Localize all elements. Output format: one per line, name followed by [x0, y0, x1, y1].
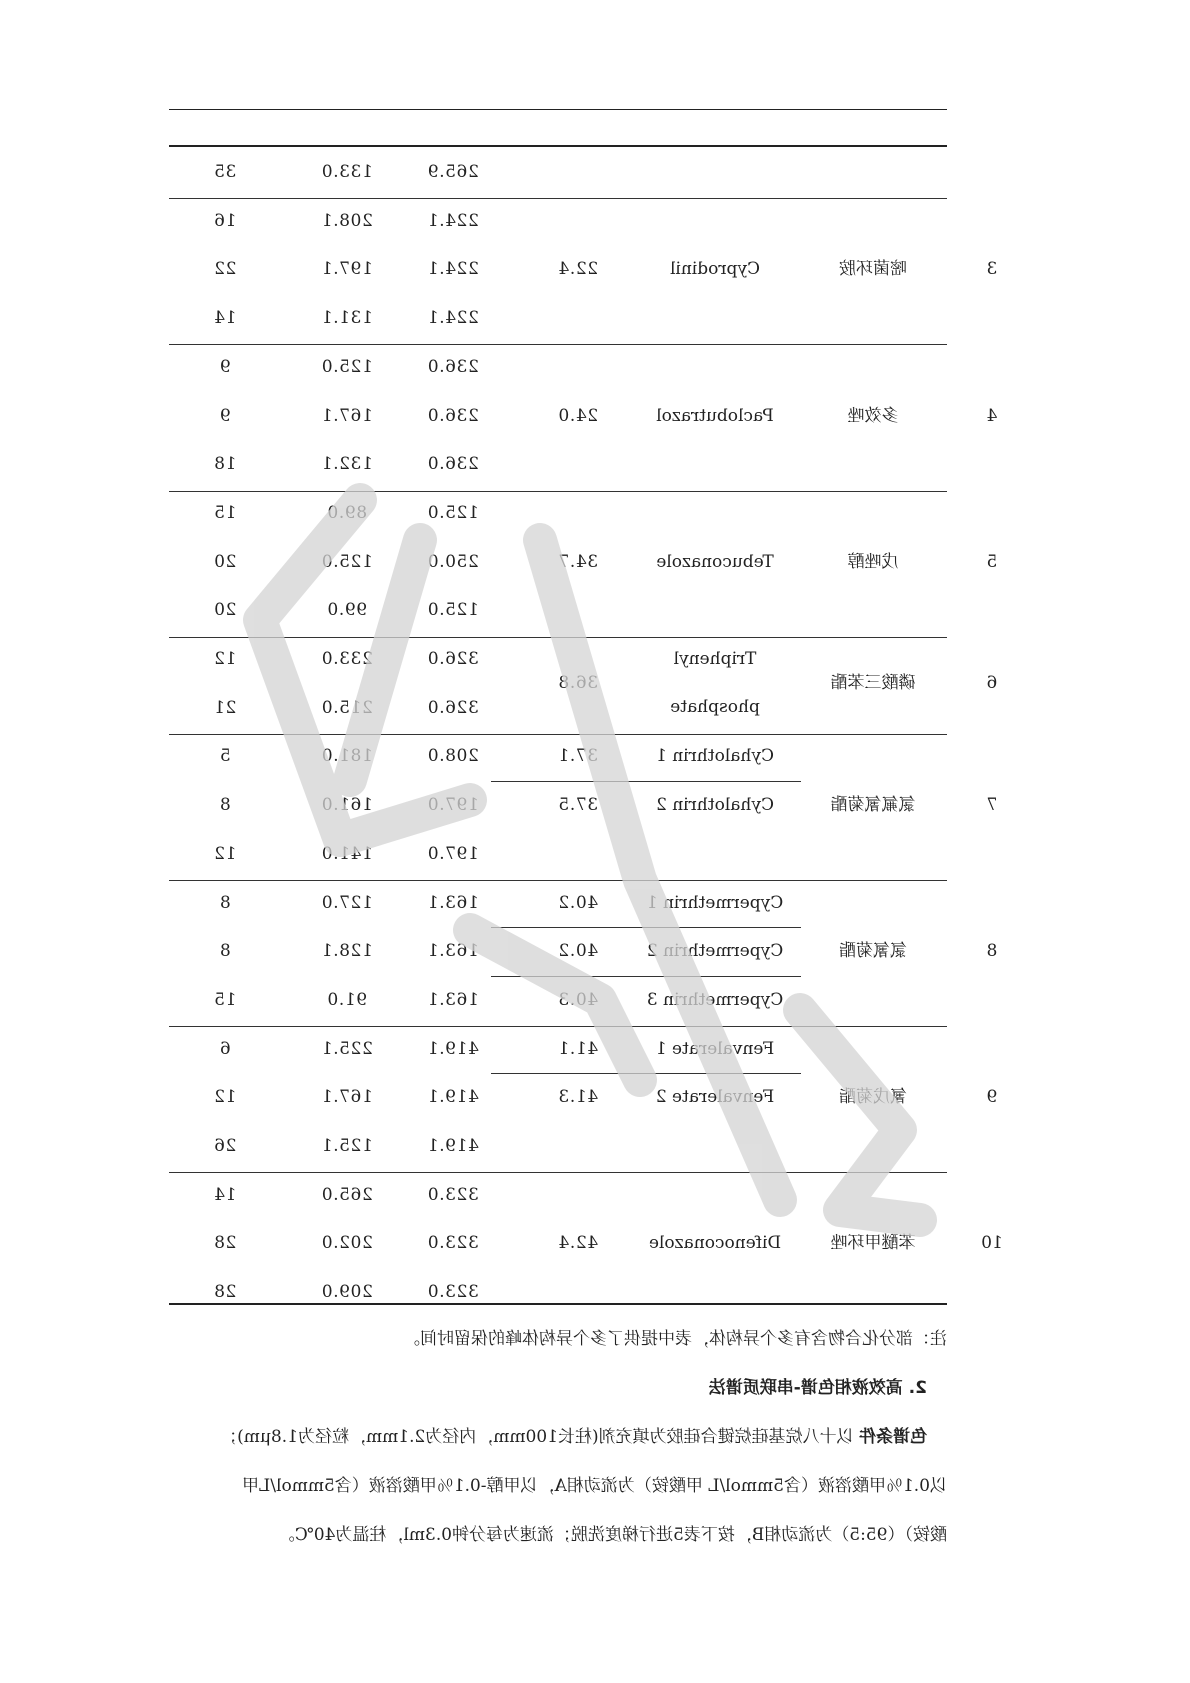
collision-energy: 8: [219, 892, 231, 913]
precursor-ion: 419.1: [427, 1136, 479, 1156]
precursor-ion: 419.1: [427, 1038, 479, 1059]
collision-energy: 18: [213, 454, 237, 475]
collision-energy: 14: [213, 1184, 237, 1205]
retention-time: 36.8: [557, 673, 599, 694]
isomer-divider: [491, 781, 801, 782]
precursor-ion: 236.0: [427, 454, 479, 475]
compound-number: 3: [986, 259, 998, 280]
product-ion: 202.0: [321, 1233, 373, 1254]
collision-energy: 21: [213, 697, 237, 718]
retention-time: 41.3: [557, 1087, 599, 1108]
precursor-ion: 125.0: [427, 502, 479, 523]
paragraph-line-3: 酸铵）（95:5）为流动相B，按下表5进行梯度洗脱；流速为每分钟0.3ml，柱温为40℃。: [277, 1525, 947, 1545]
precursor-ion: 323.0: [427, 1282, 479, 1303]
collision-energy: 12: [213, 1087, 237, 1108]
precursor-ion: 197.0: [427, 843, 479, 864]
paragraph-line-1: [149, 1426, 927, 1448]
isomer-divider: [491, 976, 801, 977]
collision-energy: 16: [213, 210, 237, 231]
compound-name-cn: 戊唑醇: [847, 551, 899, 572]
isomer-name-en: Cyhalothrin 1: [656, 746, 774, 767]
product-ion: 167.1: [321, 405, 373, 426]
compound-name-cn: 嘧菌环胺: [839, 259, 907, 280]
paragraph-line-2: 以0.1％甲酸溶液（含5mmol/L 甲酸铵）为流动相A，以甲醇-0.1％甲酸溶液（含5mmol/L甲: [242, 1476, 947, 1496]
isomer-name-en: Cypermethrin 3: [646, 989, 784, 1010]
product-ion: 99.0: [326, 600, 368, 621]
precursor-ion: 236.0: [427, 405, 479, 426]
isomer-name-en: Cypermethrin 1: [646, 892, 784, 913]
precursor-ion: 326.0: [427, 649, 479, 669]
compound-name-en: Tebuconazole: [656, 551, 774, 572]
precursor-ion: 323.0: [427, 1233, 479, 1254]
product-ion: 132.1: [321, 454, 373, 475]
compound-name-en: Triphenyl phosphate: [670, 649, 760, 718]
precursor-ion: 163.1: [427, 941, 479, 962]
product-ion: 125.0: [321, 551, 373, 572]
group-divider: [169, 637, 947, 638]
product-ion: 91.0: [326, 989, 368, 1010]
precursor-ion: 326.0: [427, 697, 479, 718]
paragraph-label: 色谱条件: [859, 1427, 927, 1447]
compound-number: 7: [986, 795, 998, 816]
group-divider: [169, 344, 947, 345]
collision-energy: 6: [219, 1038, 231, 1059]
product-ion: 89.0: [326, 502, 368, 523]
precursor-ion: 323.0: [427, 1184, 479, 1205]
isomer-name-en: Fenvalerate 1: [655, 1038, 775, 1059]
compound-name-cn: 氰戊菊酯: [839, 1087, 907, 1108]
section-heading: 2. 高效液相色谱-串联质谱法: [708, 1378, 927, 1398]
collision-energy: 8: [219, 941, 231, 962]
isomer-name-en: Fenvalerate 2: [655, 1087, 775, 1108]
collision-energy: 15: [213, 502, 237, 523]
product-ion: 125.0: [321, 356, 373, 377]
compound-name-en: Difenoconazole: [648, 1233, 782, 1254]
collision-energy: 20: [213, 600, 237, 621]
product-ion: 133.0: [321, 162, 373, 182]
retention-time: 22.4: [557, 259, 599, 280]
precursor-ion: 125.0: [427, 600, 479, 621]
precursor-ion: 250.0: [427, 551, 479, 572]
product-ion: 127.0: [321, 892, 373, 913]
compound-name-en: Cyprodinil: [670, 259, 760, 280]
product-ion: 265.0: [321, 1184, 373, 1205]
precursor-ion: 224.1: [427, 308, 479, 329]
product-ion: 233.0: [321, 649, 373, 669]
retention-time: 37.5: [557, 795, 599, 816]
isomer-divider: [491, 1073, 801, 1074]
compound-number: 5: [986, 551, 998, 572]
group-divider: [169, 880, 947, 881]
isomer-divider: [491, 927, 801, 928]
collision-energy: 26: [213, 1136, 237, 1156]
group-divider: [169, 491, 947, 492]
retention-time: 41.1: [557, 1038, 599, 1059]
product-ion: 215.0: [321, 697, 373, 718]
retention-time: 34.7: [557, 551, 599, 572]
isomer-name-en: Cyhalothrin 2: [656, 795, 774, 816]
group-divider: [169, 198, 947, 199]
compound-name-cn: 多效唑: [847, 405, 899, 426]
table-bottom-rule: [169, 1303, 947, 1305]
isomer-name-en: Cypermethrin 2: [646, 941, 784, 962]
retention-time: 24.0: [557, 405, 599, 426]
precursor-ion: 236.0: [427, 356, 479, 377]
collision-energy: 8: [219, 795, 231, 816]
product-ion: 167.1: [321, 1087, 373, 1108]
product-ion: 197.1: [321, 259, 373, 280]
compound-number: 9: [986, 1087, 998, 1108]
retention-time: 40.2: [557, 941, 599, 962]
retention-time: 42.4: [557, 1233, 599, 1254]
product-ion: 161.0: [321, 795, 373, 816]
table-top-rule: [169, 145, 947, 147]
retention-time: 37.1: [557, 746, 599, 767]
retention-time: 40.3: [557, 989, 599, 1010]
compound-name-cn: 氯氟氰菊酯: [830, 795, 916, 816]
collision-energy: 12: [213, 843, 237, 864]
product-ion: 209.0: [321, 1282, 373, 1303]
product-ion: 125.1: [321, 1136, 373, 1156]
collision-energy: 9: [219, 356, 231, 377]
precursor-ion: 265.9: [427, 162, 479, 182]
collision-energy: 9: [219, 405, 231, 426]
collision-energy: 14: [213, 308, 237, 329]
collision-energy: 15: [213, 989, 237, 1010]
precursor-ion: 197.0: [427, 795, 479, 816]
group-divider: [169, 1172, 947, 1173]
product-ion: 225.1: [321, 1038, 373, 1059]
paragraph-line-1-text: 以十八烷基硅烷键合硅胶为填充剂(柱长100mm，内径为2.1mm，粒径为1.8μm)；: [220, 1427, 854, 1447]
table-note: 注：部分化合物含有多个异构体，表中提供了多个异构体峰的保留时间。: [403, 1329, 947, 1349]
precursor-ion: 208.0: [427, 746, 479, 767]
collision-energy: 22: [213, 259, 237, 280]
collision-energy: 5: [219, 746, 231, 767]
precursor-ion: 224.1: [427, 259, 479, 280]
product-ion: 208.1: [321, 210, 373, 231]
product-ion: 128.1: [321, 941, 373, 962]
compound-name-cn: 磷酸三苯酯: [830, 673, 916, 694]
collision-energy: 28: [213, 1282, 237, 1303]
compound-name-cn: 苯醚甲环唑: [830, 1233, 916, 1254]
precursor-ion: 419.1: [427, 1087, 479, 1108]
compound-number: 8: [986, 941, 998, 962]
compound-number: 10: [981, 1233, 1003, 1254]
precursor-ion: 224.1: [427, 210, 479, 231]
compound-number: 4: [986, 405, 998, 426]
precursor-ion: 163.1: [427, 892, 479, 913]
compound-name-cn: 氯氰菊酯: [839, 941, 907, 962]
collision-energy: 28: [213, 1233, 237, 1254]
retention-time: 40.2: [557, 892, 599, 913]
precursor-ion: 163.1: [427, 989, 479, 1010]
page-header-rule: [169, 109, 947, 110]
group-divider: [169, 734, 947, 735]
compound-name-en: Paclobutrazol: [656, 405, 774, 426]
product-ion: 181.0: [321, 746, 373, 767]
compound-number: 6: [986, 673, 998, 694]
product-ion: 141.0: [321, 843, 373, 864]
group-divider: [169, 1026, 947, 1027]
collision-energy: 35: [213, 162, 237, 182]
product-ion: 131.1: [321, 308, 373, 329]
collision-energy: 20: [213, 551, 237, 572]
collision-energy: 12: [213, 649, 237, 669]
